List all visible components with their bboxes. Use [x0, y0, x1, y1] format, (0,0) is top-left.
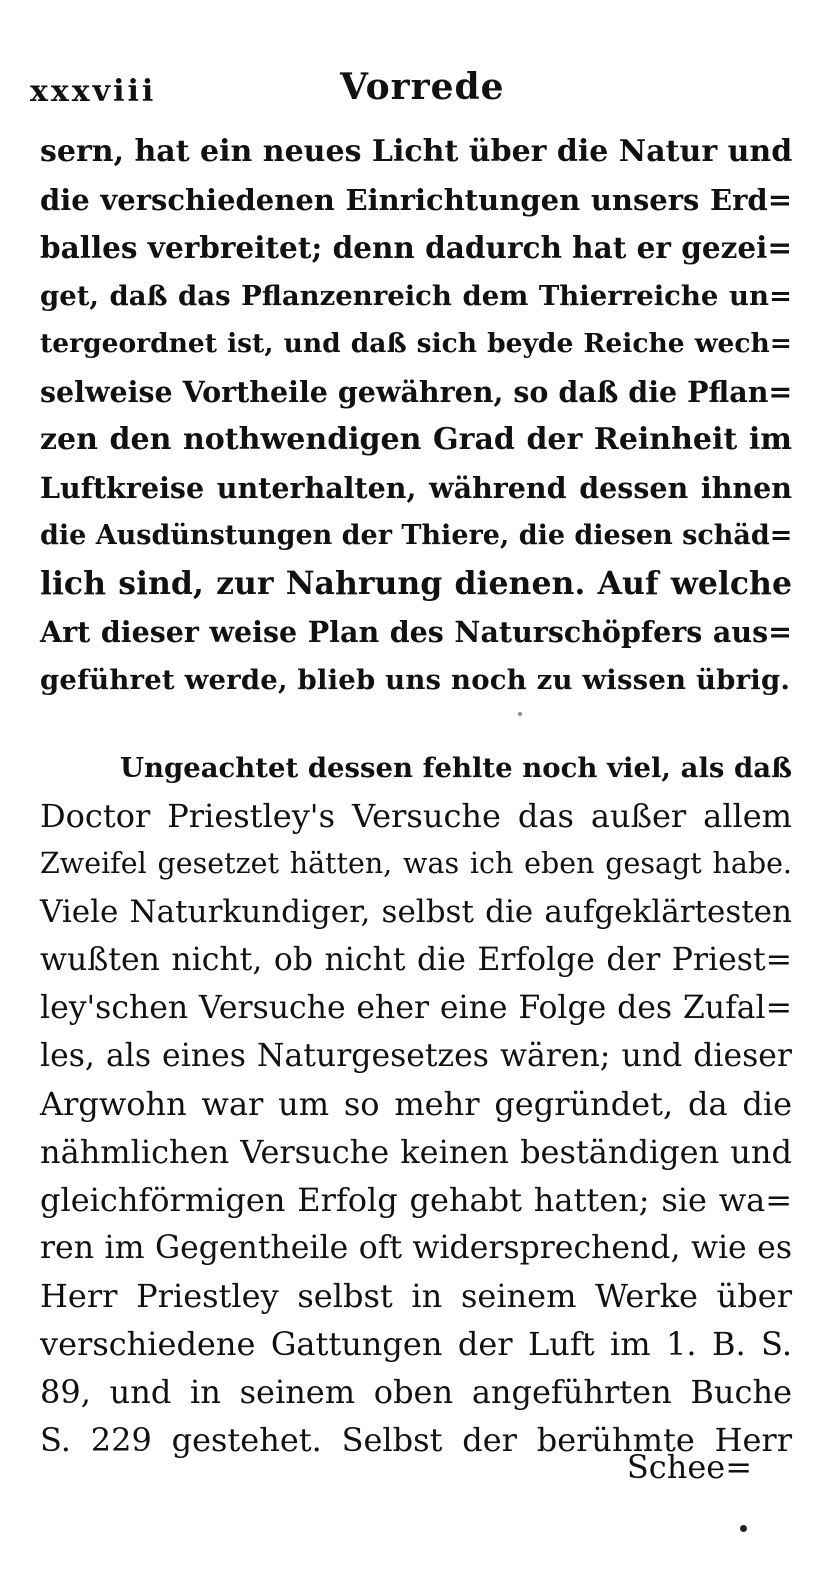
text-line: lich sind, zur Nahrung dienen. Auf welche	[40, 565, 792, 602]
text-line: die Ausdünstungen der Thiere, die diesen schäd=	[40, 520, 793, 551]
catchword: Schee=	[626, 1448, 752, 1486]
text-line: zen den nothwendigen Grad der Reinheit im	[40, 422, 792, 457]
text-line: wußten nicht, ob nicht die Erfolge der Priest=	[40, 942, 792, 978]
text-line: balles verbreitet; denn dadurch hat er gezei=	[40, 230, 793, 265]
text-line: nähmlichen Versuche keinen beständigen und	[40, 1133, 792, 1171]
page-number: xxxviii	[30, 74, 157, 109]
text-line: tergeordnet ist, und daß sich beyde Reiche wech=	[40, 328, 792, 359]
paper-speck	[740, 1525, 747, 1532]
text-line: ley'schen Versuche eher eine Folge des Zufal=	[40, 990, 792, 1026]
text-line: geführet werde, blieb uns noch zu wissen übrig.	[40, 664, 791, 696]
text-line: get, daß das Pflanzenreich dem Thierreiche un=	[40, 280, 792, 312]
running-head: Vorrede	[340, 66, 505, 108]
paper-speck	[518, 712, 522, 716]
text-line: les, als eines Naturgesetzes wären; und dieser	[40, 1038, 792, 1074]
text-line: Art dieser weise Plan des Naturschöpfers aus=	[40, 615, 792, 649]
text-line: Doctor Priestley's Versuche das außer allem	[40, 797, 792, 835]
paragraph-1	[40, 128, 792, 704]
text-line: Herr Priestley selbst in seinem Werke über	[40, 1277, 792, 1315]
text-line: sern, hat ein neues Licht über die Natur und	[40, 134, 793, 169]
paragraph-2	[40, 744, 792, 1464]
text-line: die verschiedenen Einrichtungen unsers Erd=	[40, 183, 792, 217]
text-line: Luftkreise unterhalten, während dessen ihnen	[40, 471, 792, 505]
text-line: ren im Gegentheile oft widersprechend, wie es	[40, 1230, 792, 1266]
text-line: gleichförmigen Erfolg gehabt hatten; sie wa=	[40, 1181, 792, 1219]
text-line: selweise Vortheile gewähren, so daß die Pflan=	[40, 375, 793, 409]
page-header	[30, 66, 790, 116]
text-line: Viele Naturkundiger, selbst die aufgeklärtesten	[40, 894, 792, 930]
text-line: Ungeachtet dessen fehlte noch viel, als daß	[120, 752, 792, 784]
text-line: Argwohn war um so mehr gegründet, da die	[40, 1085, 792, 1123]
text-line: verschiedene Gattungen der Luft im 1. B. S.	[40, 1325, 792, 1363]
text-line: Zweifel gesetzet hätten, was ich eben gesagt habe.	[40, 847, 792, 880]
text-line: 89, und in seinem oben angeführten Buche	[40, 1373, 792, 1411]
text-line: S. 229 gestehet. Selbst der berühmte Herr	[40, 1421, 792, 1459]
